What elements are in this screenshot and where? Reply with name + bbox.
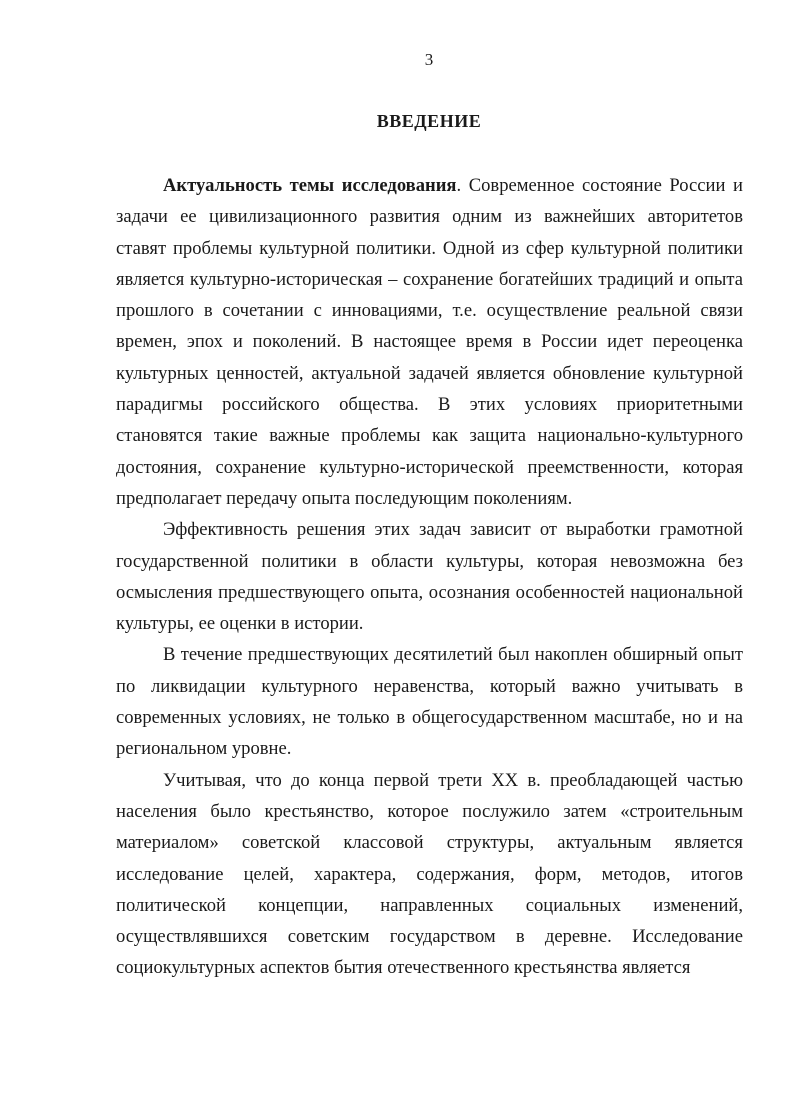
- paragraph-efficiency: Эффективность решения этих задач зависит от выработки грамотной государственной политики в области культуры, которая невозможна без осмысления предшествующего опыта, осознания особенностей национальной культуры, ее оценки в истории.: [116, 519, 743, 635]
- paragraph-experience: В течение предшествующих десятилетий был накоплен обширный опыт по ликвидации культурного неравенства, который важно учитывать в современных условиях, не только в общегосударственном масштабе, но и на региональном уровне.: [116, 644, 743, 760]
- body-text: [116, 170, 743, 984]
- section-heading: ВВЕДЕНИЕ: [376, 111, 482, 131]
- paragraph-relevance: [116, 170, 743, 514]
- paragraph-lead: Актуальность темы исследования: [163, 175, 457, 196]
- page-number: 3: [424, 50, 434, 69]
- paragraph-text: . Современное состояние России и задачи ее цивилизационного развития одним из важнейших авторитетов ставят проблемы культурной политики. Одной из сфер культурной политики является культурно-историческая – сохранение богатейших традиций и опыта прошлого в сочетании с инновациями, т.е. осуществление реальной связи времен, эпох и поколений. В настоящее время в России идет переоценка культурных ценностей, актуальной задачей является обновление культурной парадигмы российского общества. В этих условиях приоритетными становятся такие важные проблемы как защита национально-культурного достояния, сохранение культурно-исторической преемственности, которая предполагает передачу опыта последующим поколениям.: [116, 175, 743, 509]
- paragraph-peasantry: Учитывая, что до конца первой трети XX в. преобладающей частью населения было крестьянство, которое послужило затем «строительным материалом» советской классовой структуры, актуальным является исследование целей, характера, содержания, форм, методов, итогов политической концепции, направленных социальных изменений, осуществлявшихся советским государством в деревне. Исследование социокультурных аспектов бытия отечественного крестьянства является: [116, 769, 743, 979]
